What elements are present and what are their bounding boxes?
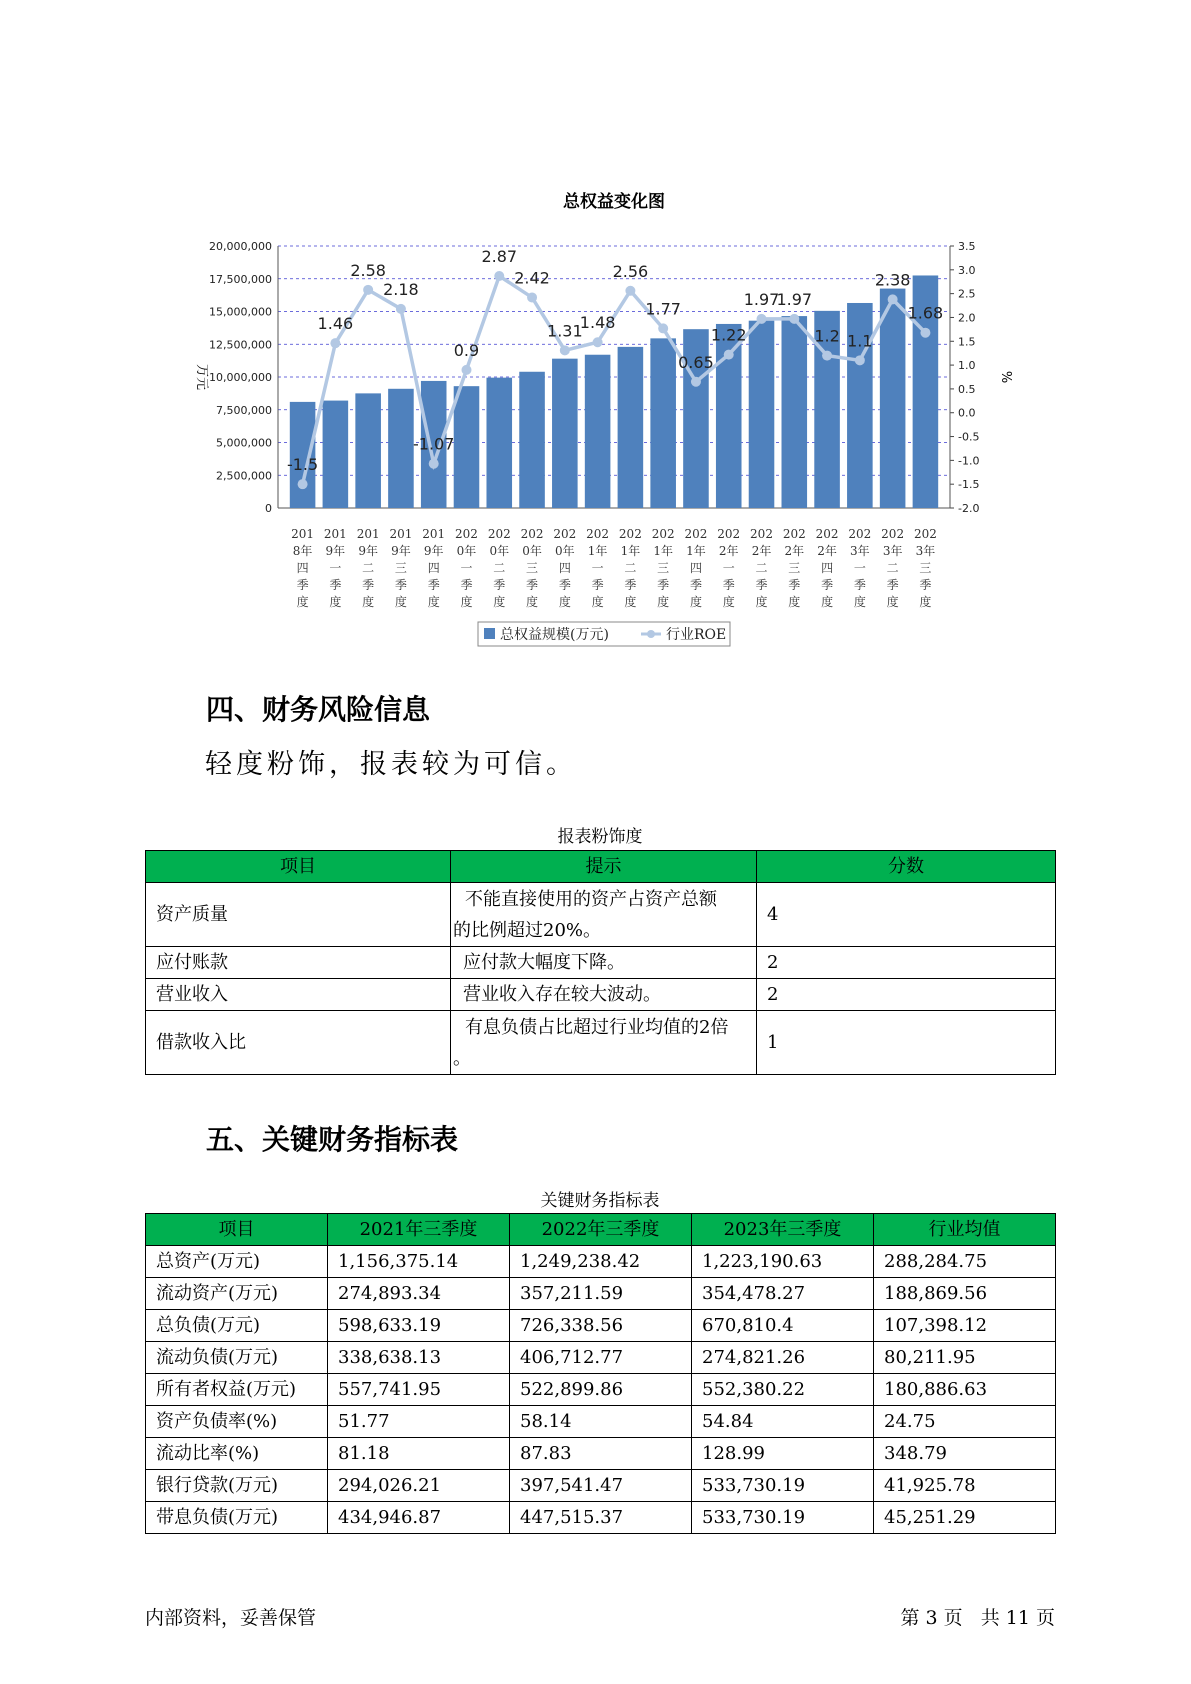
x-tick-label: 四 bbox=[689, 561, 702, 575]
roe-point bbox=[494, 271, 504, 281]
key-row-value: 188,869.56 bbox=[874, 1278, 1056, 1310]
bar bbox=[650, 338, 676, 508]
key-row-value: 81.18 bbox=[328, 1438, 510, 1470]
roe-point bbox=[691, 377, 701, 387]
x-tick-label: 度 bbox=[755, 595, 768, 609]
risk-table-header-row bbox=[146, 851, 1056, 883]
key-row-value: 80,211.95 bbox=[874, 1342, 1056, 1374]
x-tick-label: 3年 bbox=[882, 544, 903, 558]
x-tick-label: 201 bbox=[291, 527, 315, 541]
x-tick-label: 二 bbox=[886, 561, 899, 575]
x-tick-label: 度 bbox=[329, 595, 342, 609]
x-tick-label: 季 bbox=[591, 578, 604, 592]
table-row bbox=[146, 1246, 1056, 1278]
bar bbox=[618, 347, 644, 508]
bar bbox=[486, 378, 512, 508]
x-tick-label: 度 bbox=[788, 595, 801, 609]
x-tick-label: 度 bbox=[460, 595, 473, 609]
x-tick-label: 季 bbox=[886, 578, 899, 592]
risk-item: 应付账款 bbox=[146, 947, 451, 979]
x-tick-label: 202 bbox=[684, 527, 708, 541]
key-row-label: 流动负债(万元) bbox=[146, 1342, 328, 1374]
x-tick-label: 四 bbox=[821, 561, 834, 575]
x-tick-label: 201 bbox=[356, 527, 380, 541]
roe-point bbox=[461, 365, 471, 375]
key-row-value: 274,821.26 bbox=[692, 1342, 874, 1374]
x-tick-label: 三 bbox=[526, 561, 539, 575]
x-tick-label: 度 bbox=[722, 595, 735, 609]
x-tick-label: 季 bbox=[624, 578, 637, 592]
x-tick-label: 二 bbox=[624, 561, 637, 575]
roe-point bbox=[625, 286, 635, 296]
right-tick-label: 1.5 bbox=[958, 335, 976, 349]
x-tick-label: 202 bbox=[455, 527, 478, 541]
footer-confidential: 内部资料，妥善保管 bbox=[145, 1607, 317, 1629]
key-row-label: 银行贷款(万元) bbox=[146, 1470, 328, 1502]
x-tick-label: 度 bbox=[689, 595, 702, 609]
bar bbox=[782, 316, 808, 508]
x-tick-label: 一 bbox=[329, 561, 342, 575]
table-row bbox=[146, 1470, 1056, 1502]
equity-chart bbox=[170, 185, 1020, 655]
risk-item: 资产质量 bbox=[146, 883, 451, 947]
legend-line-marker bbox=[647, 630, 655, 638]
x-tick-label: 一 bbox=[591, 561, 604, 575]
x-tick-label: 一 bbox=[460, 561, 473, 575]
key-table-body bbox=[146, 1246, 1056, 1534]
risk-hint-line: 不能直接使用的资产占资产总额 bbox=[465, 888, 717, 910]
left-tick-label: 5,000,000 bbox=[216, 436, 272, 450]
x-tick-label: 0年 bbox=[456, 544, 477, 558]
x-tick-label: 季 bbox=[526, 578, 539, 592]
x-tick-label: 2年 bbox=[751, 544, 772, 558]
x-tick-label: 202 bbox=[750, 527, 773, 541]
x-tick-label: 三 bbox=[919, 561, 932, 575]
table-row bbox=[146, 1406, 1056, 1438]
x-tick-label: 四 bbox=[296, 561, 309, 575]
x-tick-label: 度 bbox=[919, 595, 932, 609]
roe-data-label: 1.77 bbox=[645, 299, 681, 319]
roe-data-label: 1.2 bbox=[814, 326, 840, 346]
roe-data-label: 1.97 bbox=[743, 289, 780, 309]
key-row-value: 1,223,190.63 bbox=[692, 1246, 874, 1278]
x-tick-label: 度 bbox=[624, 595, 637, 609]
left-tick-label: 15,000,000 bbox=[209, 305, 272, 319]
table-row bbox=[146, 1278, 1056, 1310]
roe-point bbox=[724, 350, 734, 360]
key-row-value: 41,925.78 bbox=[874, 1470, 1056, 1502]
footer-page-number: 第 3 页 共 11 页 bbox=[900, 1607, 1055, 1629]
right-tick-label: 3.0 bbox=[958, 263, 976, 277]
risk-score: 2 bbox=[757, 947, 1056, 979]
key-row-value: 348.79 bbox=[874, 1438, 1056, 1470]
roe-point bbox=[789, 314, 799, 324]
roe-point bbox=[658, 323, 668, 333]
roe-data-label: 1.68 bbox=[907, 303, 944, 323]
roe-data-label: 0.9 bbox=[453, 340, 480, 360]
roe-point bbox=[560, 345, 570, 355]
legend-line-label: 行业ROE bbox=[666, 627, 727, 643]
x-tick-label: 二 bbox=[755, 561, 768, 575]
x-tick-label: 度 bbox=[394, 595, 407, 609]
x-tick-label: 3年 bbox=[915, 544, 936, 558]
x-tick-label: 9年 bbox=[358, 544, 378, 558]
risk-table-caption: 报表粉饰度 bbox=[557, 827, 643, 847]
x-tick-label: 季 bbox=[722, 578, 735, 592]
key-row-value: 397,541.47 bbox=[510, 1470, 692, 1502]
right-tick-label: 1.0 bbox=[958, 359, 976, 373]
x-tick-label: 二 bbox=[362, 561, 375, 575]
key-row-label: 资产负债率(%) bbox=[146, 1406, 328, 1438]
roe-data-label: 0.65 bbox=[678, 352, 714, 372]
x-tick-label: 度 bbox=[821, 595, 834, 609]
roe-point bbox=[822, 351, 832, 361]
x-tick-label: 9年 bbox=[391, 544, 411, 558]
bar bbox=[388, 389, 414, 508]
x-tick-label: 度 bbox=[657, 595, 670, 609]
table-row bbox=[146, 1011, 1056, 1075]
x-tick-label: 四 bbox=[427, 561, 440, 575]
risk-summary-text: 轻度粉饰，报表较为可信。 bbox=[205, 749, 577, 780]
roe-point bbox=[330, 338, 340, 348]
table-row bbox=[146, 1342, 1056, 1374]
roe-point bbox=[855, 355, 865, 365]
risk-hint bbox=[451, 1011, 757, 1075]
left-tick-label: 0 bbox=[265, 502, 272, 515]
roe-data-label: 2.18 bbox=[383, 279, 419, 299]
risk-hint-line: 有息负债占比超过行业均值的2倍 bbox=[465, 1016, 729, 1038]
x-tick-label: 202 bbox=[520, 527, 544, 541]
key-row-value: 447,515.37 bbox=[510, 1502, 692, 1534]
risk-header-hint: 提示 bbox=[451, 851, 757, 883]
x-tick-label: 201 bbox=[389, 527, 413, 541]
key-row-value: 51.77 bbox=[328, 1406, 510, 1438]
legend-bar-label: 总权益规模(万元) bbox=[500, 627, 609, 643]
risk-hint-line: 。 bbox=[453, 1047, 471, 1069]
key-row-value: 434,946.87 bbox=[328, 1502, 510, 1534]
x-tick-label: 0年 bbox=[522, 544, 542, 558]
x-tick-label: 一 bbox=[853, 561, 866, 575]
x-tick-label: 季 bbox=[821, 578, 834, 592]
key-row-value: 357,211.59 bbox=[510, 1278, 692, 1310]
key-row-label: 流动资产(万元) bbox=[146, 1278, 328, 1310]
risk-score: 2 bbox=[757, 979, 1056, 1011]
x-tick-label: 度 bbox=[493, 595, 506, 609]
x-tick-label: 季 bbox=[362, 578, 375, 592]
x-tick-label: 202 bbox=[553, 527, 577, 541]
key-row-value: 598,633.19 bbox=[328, 1310, 510, 1342]
x-tick-label: 202 bbox=[848, 527, 872, 541]
roe-point bbox=[888, 294, 898, 304]
key-table-caption: 关键财务指标表 bbox=[540, 1191, 660, 1211]
key-row-label: 所有者权益(万元) bbox=[146, 1374, 328, 1406]
roe-point bbox=[363, 285, 373, 295]
table-row bbox=[146, 1438, 1056, 1470]
x-tick-label: 8年 bbox=[292, 544, 313, 558]
x-tick-label: 三 bbox=[657, 561, 670, 575]
right-tick-label: 0.0 bbox=[958, 406, 976, 420]
bar bbox=[355, 393, 381, 508]
right-tick-label: 2.5 bbox=[958, 287, 976, 301]
roe-data-label: -1.07 bbox=[413, 434, 455, 454]
risk-header-item: 项目 bbox=[146, 851, 451, 883]
key-row-value: 54.84 bbox=[692, 1406, 874, 1438]
x-tick-label: 季 bbox=[329, 578, 342, 592]
x-tick-label: 202 bbox=[913, 527, 937, 541]
key-row-value: 338,638.13 bbox=[328, 1342, 510, 1374]
right-axis-label: % bbox=[998, 370, 1013, 384]
x-tick-label: 202 bbox=[487, 527, 511, 541]
key-row-value: 533,730.19 bbox=[692, 1470, 874, 1502]
x-tick-label: 2年 bbox=[784, 544, 805, 558]
table-row bbox=[146, 947, 1056, 979]
key-table-header-row bbox=[146, 1214, 1056, 1246]
roe-data-label: 2.56 bbox=[612, 261, 649, 281]
bar bbox=[880, 289, 906, 508]
key-row-value: 726,338.56 bbox=[510, 1310, 692, 1342]
bar bbox=[749, 321, 775, 508]
x-tick-label: 202 bbox=[651, 527, 675, 541]
equity-chart-svg bbox=[170, 185, 1020, 655]
x-tick-label: 三 bbox=[788, 561, 801, 575]
key-header: 2021年三季度 bbox=[328, 1214, 510, 1246]
bar bbox=[454, 386, 480, 508]
key-row-value: 128.99 bbox=[692, 1438, 874, 1470]
x-tick-label: 201 bbox=[422, 527, 446, 541]
x-tick-label: 度 bbox=[362, 595, 375, 609]
key-row-value: 274,893.34 bbox=[328, 1278, 510, 1310]
key-row-value: 1,156,375.14 bbox=[328, 1246, 510, 1278]
x-tick-label: 0年 bbox=[555, 544, 575, 558]
chart-title: 总权益变化图 bbox=[563, 192, 665, 212]
x-tick-label: 一 bbox=[722, 561, 735, 575]
x-tick-label: 季 bbox=[919, 578, 932, 592]
roe-point bbox=[298, 479, 308, 489]
roe-point bbox=[396, 304, 406, 314]
x-tick-label: 季 bbox=[788, 578, 801, 592]
key-row-value: 1,249,238.42 bbox=[510, 1246, 692, 1278]
table-row bbox=[146, 979, 1056, 1011]
x-tick-label: 三 bbox=[394, 561, 407, 575]
roe-point bbox=[593, 337, 603, 347]
risk-score: 1 bbox=[757, 1011, 1056, 1075]
key-row-label: 带息负债(万元) bbox=[146, 1502, 328, 1534]
roe-data-label: 1.46 bbox=[317, 314, 354, 334]
roe-data-label: 2.42 bbox=[514, 268, 550, 288]
x-tick-label: 季 bbox=[755, 578, 768, 592]
key-header: 2022年三季度 bbox=[510, 1214, 692, 1246]
key-row-label: 流动比率(%) bbox=[146, 1438, 328, 1470]
risk-hint-line: 的比例超过20%。 bbox=[453, 919, 602, 941]
risk-hint: 应付款大幅度下降。 bbox=[451, 947, 757, 979]
key-row-value: 533,730.19 bbox=[692, 1502, 874, 1534]
x-tick-label: 度 bbox=[591, 595, 604, 609]
key-row-value: 522,899.86 bbox=[510, 1374, 692, 1406]
key-row-value: 288,284.75 bbox=[874, 1246, 1056, 1278]
x-tick-label: 度 bbox=[558, 595, 571, 609]
key-row-value: 552,380.22 bbox=[692, 1374, 874, 1406]
x-tick-label: 202 bbox=[782, 527, 806, 541]
x-tick-label: 1年 bbox=[587, 544, 608, 558]
x-tick-label: 度 bbox=[853, 595, 866, 609]
key-header: 项目 bbox=[146, 1214, 328, 1246]
x-tick-label: 二 bbox=[493, 561, 506, 575]
x-tick-label: 202 bbox=[586, 527, 610, 541]
x-tick-label: 202 bbox=[881, 527, 905, 541]
roe-data-label: 1.1 bbox=[847, 331, 873, 351]
key-row-label: 总负债(万元) bbox=[146, 1310, 328, 1342]
roe-data-label: 1.22 bbox=[710, 325, 747, 345]
x-tick-label: 2年 bbox=[718, 544, 739, 558]
x-tick-label: 季 bbox=[296, 578, 309, 592]
bar bbox=[323, 401, 349, 508]
left-axis-label: 万元 bbox=[194, 363, 209, 391]
key-row-value: 670,810.4 bbox=[692, 1310, 874, 1342]
legend-bar-swatch bbox=[484, 628, 495, 639]
x-tick-label: 2年 bbox=[817, 544, 837, 558]
x-tick-label: 202 bbox=[618, 527, 642, 541]
risk-hint: 营业收入存在较大波动。 bbox=[451, 979, 757, 1011]
roe-data-label: 2.58 bbox=[350, 260, 386, 280]
left-tick-label: 7,500,000 bbox=[216, 403, 272, 417]
risk-hint bbox=[451, 883, 757, 947]
section4-heading: 四、财务风险信息 bbox=[206, 693, 431, 726]
risk-item: 营业收入 bbox=[146, 979, 451, 1011]
x-tick-label: 度 bbox=[886, 595, 899, 609]
right-tick-label: 2.0 bbox=[958, 311, 976, 325]
right-tick-label: -2.0 bbox=[958, 502, 980, 515]
roe-point bbox=[527, 292, 537, 302]
x-tick-label: 9年 bbox=[423, 544, 444, 558]
right-tick-label: -0.5 bbox=[958, 430, 980, 444]
key-header: 2023年三季度 bbox=[692, 1214, 874, 1246]
roe-data-label: 1.31 bbox=[547, 321, 583, 341]
x-tick-label: 季 bbox=[460, 578, 473, 592]
x-tick-label: 季 bbox=[427, 578, 440, 592]
x-tick-label: 1年 bbox=[653, 544, 673, 558]
x-tick-label: 度 bbox=[296, 595, 309, 609]
x-tick-label: 四 bbox=[558, 561, 571, 575]
risk-table bbox=[145, 850, 1056, 1075]
x-tick-label: 9年 bbox=[325, 544, 346, 558]
left-tick-label: 20,000,000 bbox=[209, 240, 272, 253]
roe-point bbox=[757, 314, 767, 324]
x-tick-label: 201 bbox=[323, 527, 347, 541]
key-row-value: 24.75 bbox=[874, 1406, 1056, 1438]
roe-data-label: 1.97 bbox=[776, 289, 813, 309]
x-tick-label: 202 bbox=[717, 527, 741, 541]
right-tick-label: -1.5 bbox=[958, 478, 980, 492]
right-tick-label: -1.0 bbox=[958, 454, 980, 468]
risk-score: 4 bbox=[757, 883, 1056, 947]
x-tick-label: 1年 bbox=[686, 544, 706, 558]
key-indicator-table bbox=[145, 1213, 1056, 1534]
table-row bbox=[146, 883, 1056, 947]
roe-point bbox=[920, 328, 930, 338]
key-row-value: 180,886.63 bbox=[874, 1374, 1056, 1406]
x-tick-label: 季 bbox=[558, 578, 571, 592]
x-tick-label: 3年 bbox=[850, 544, 870, 558]
bar bbox=[519, 372, 545, 508]
left-tick-label: 17,500,000 bbox=[209, 272, 272, 286]
x-tick-label: 季 bbox=[493, 578, 506, 592]
x-tick-label: 季 bbox=[657, 578, 670, 592]
left-tick-label: 10,000,000 bbox=[209, 371, 272, 384]
x-tick-label: 季 bbox=[853, 578, 866, 592]
x-tick-label: 1年 bbox=[620, 544, 641, 558]
risk-item: 借款收入比 bbox=[146, 1011, 451, 1075]
roe-point bbox=[429, 459, 439, 469]
left-tick-label: 2,500,000 bbox=[216, 469, 272, 483]
bar bbox=[585, 355, 611, 508]
x-tick-label: 季 bbox=[394, 578, 407, 592]
key-row-value: 354,478.27 bbox=[692, 1278, 874, 1310]
bar bbox=[552, 359, 578, 508]
key-row-label: 总资产(万元) bbox=[146, 1246, 328, 1278]
section5-heading: 五、关键财务指标表 bbox=[206, 1123, 459, 1156]
key-row-value: 294,026.21 bbox=[328, 1470, 510, 1502]
key-row-value: 58.14 bbox=[510, 1406, 692, 1438]
x-tick-label: 202 bbox=[815, 527, 839, 541]
table-row bbox=[146, 1374, 1056, 1406]
roe-data-label: 1.48 bbox=[579, 313, 616, 333]
x-tick-label: 0年 bbox=[489, 544, 510, 558]
table-row bbox=[146, 1310, 1056, 1342]
risk-header-score: 分数 bbox=[757, 851, 1056, 883]
key-header: 行业均值 bbox=[874, 1214, 1056, 1246]
key-row-value: 87.83 bbox=[510, 1438, 692, 1470]
x-tick-label: 度 bbox=[526, 595, 539, 609]
left-tick-label: 12,500,000 bbox=[209, 338, 272, 352]
roe-data-label: -1.5 bbox=[286, 455, 319, 475]
roe-data-label: 2.87 bbox=[481, 247, 518, 267]
x-tick-label: 季 bbox=[689, 578, 702, 592]
key-row-value: 45,251.29 bbox=[874, 1502, 1056, 1534]
right-tick-label: 0.5 bbox=[958, 382, 976, 396]
table-row bbox=[146, 1502, 1056, 1534]
key-row-value: 557,741.95 bbox=[328, 1374, 510, 1406]
key-row-value: 406,712.77 bbox=[510, 1342, 692, 1374]
right-tick-label: 3.5 bbox=[958, 240, 976, 253]
x-tick-label: 度 bbox=[427, 595, 440, 609]
key-row-value: 107,398.12 bbox=[874, 1310, 1056, 1342]
roe-data-label: 2.38 bbox=[874, 270, 911, 290]
